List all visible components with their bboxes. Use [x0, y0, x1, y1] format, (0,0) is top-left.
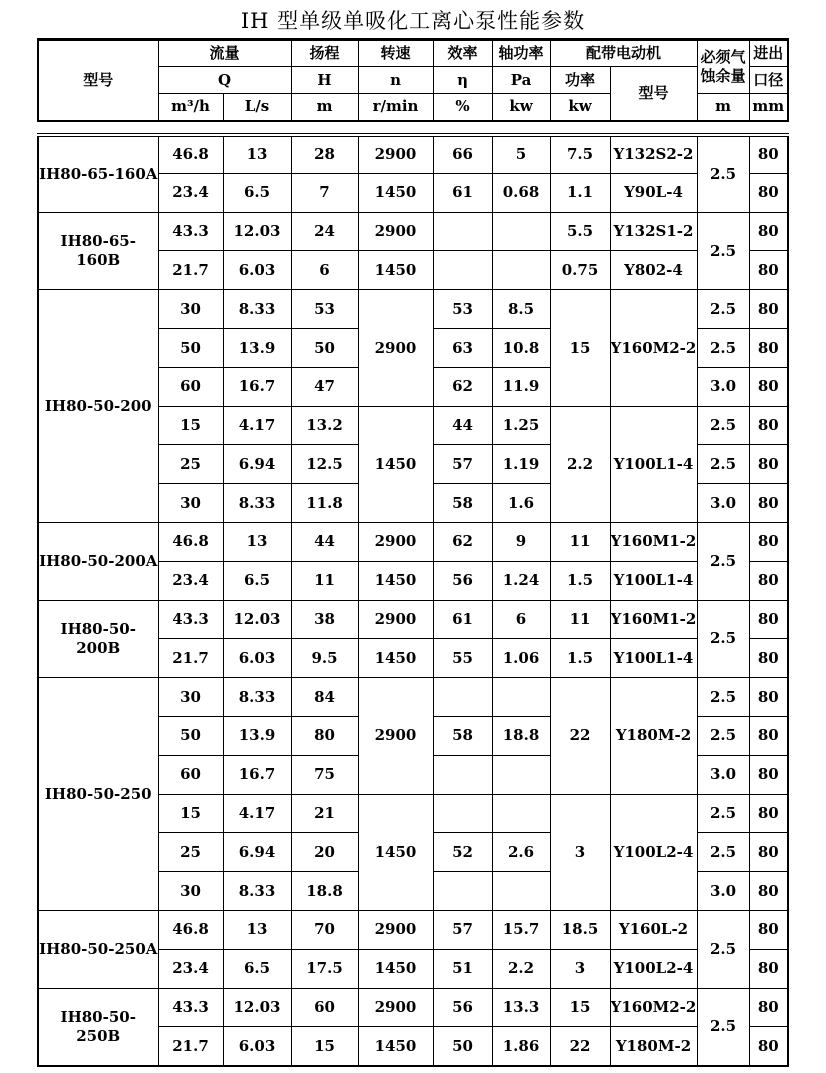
- cell-diameter: 80: [749, 251, 788, 290]
- cell-head: 15: [291, 1027, 358, 1066]
- cell-flow-ls: 6.94: [223, 833, 291, 872]
- cell-npsh: 2.5: [697, 212, 749, 290]
- cell-shaft-power: 9: [492, 522, 550, 561]
- cell-diameter: 80: [749, 1027, 788, 1066]
- cell-motor-power: 5.5: [550, 212, 610, 251]
- cell-flow-ls: 16.7: [223, 755, 291, 794]
- cell-npsh: 2.5: [697, 600, 749, 678]
- cell-npsh: 2.5: [697, 328, 749, 367]
- cell-shaft-power: [492, 755, 550, 794]
- cell-diameter: 80: [749, 872, 788, 911]
- cell-eff: 61: [433, 600, 492, 639]
- cell-speed: 1450: [358, 173, 433, 212]
- table-row: [38, 290, 788, 329]
- cell-motor-model: Y132S2-2: [610, 135, 697, 174]
- cell-shaft-power: 0.68: [492, 173, 550, 212]
- cell-flow-m3h: 30: [158, 484, 223, 523]
- cell-npsh: 2.5: [697, 445, 749, 484]
- cell-motor-power: 0.75: [550, 251, 610, 290]
- cell-motor-model: Y160M1-2: [610, 522, 697, 561]
- cell-head: 21: [291, 794, 358, 833]
- cell-head: 38: [291, 600, 358, 639]
- cell-shaft-power: [492, 212, 550, 251]
- cell-npsh: 2.5: [697, 522, 749, 600]
- header-n-symbol: n: [358, 67, 433, 94]
- cell-motor-power: 1.5: [550, 639, 610, 678]
- cell-flow-m3h: 50: [158, 716, 223, 755]
- cell-head: 20: [291, 833, 358, 872]
- cell-speed: 1450: [358, 639, 433, 678]
- cell-shaft-power: 18.8: [492, 716, 550, 755]
- table-row: [38, 135, 788, 174]
- cell-motor-power: 18.5: [550, 910, 610, 949]
- cell-npsh: 2.5: [697, 794, 749, 833]
- cell-flow-m3h: 21.7: [158, 639, 223, 678]
- cell-flow-m3h: 60: [158, 755, 223, 794]
- cell-head: 44: [291, 522, 358, 561]
- cell-speed: 2900: [358, 290, 433, 406]
- cell-npsh: 2.5: [697, 716, 749, 755]
- page-title: IH 型单级单吸化工离心泵性能参数: [240, 9, 586, 33]
- cell-npsh: 3.0: [697, 367, 749, 406]
- header-npsh-line2: 蚀余量: [700, 67, 746, 85]
- cell-motor-power: 22: [550, 1027, 610, 1066]
- cell-eff: 58: [433, 484, 492, 523]
- cell-diameter: 80: [749, 173, 788, 212]
- cell-npsh: 2.5: [697, 135, 749, 213]
- cell-motor-model: Y100L2-4: [610, 949, 697, 988]
- header-eta-symbol: η: [433, 67, 492, 94]
- cell-flow-ls: 6.5: [223, 949, 291, 988]
- cell-motor-model: Y90L-4: [610, 173, 697, 212]
- table-row: [38, 988, 788, 1027]
- cell-motor-power: 1.1: [550, 173, 610, 212]
- header-speed: 转速: [358, 40, 433, 67]
- cell-diameter: 80: [749, 600, 788, 639]
- header-pump-model: 型号: [38, 40, 158, 121]
- cell-eff: 50: [433, 1027, 492, 1066]
- cell-eff: [433, 755, 492, 794]
- header-table: [37, 38, 789, 122]
- cell-eff: 58: [433, 716, 492, 755]
- cell-flow-m3h: 15: [158, 406, 223, 445]
- cell-npsh: 3.0: [697, 872, 749, 911]
- cell-motor-power: 22: [550, 678, 610, 794]
- cell-head: 80: [291, 716, 358, 755]
- cell-motor-model: Y160L-2: [610, 910, 697, 949]
- header-motor-model: 型号: [610, 67, 697, 121]
- cell-diameter: 80: [749, 639, 788, 678]
- cell-flow-m3h: 23.4: [158, 561, 223, 600]
- cell-diameter: 80: [749, 561, 788, 600]
- cell-diameter: 80: [749, 406, 788, 445]
- cell-shaft-power: 11.9: [492, 367, 550, 406]
- header-npsh: [697, 40, 749, 94]
- cell-diameter: 80: [749, 212, 788, 251]
- cell-shaft-power: 13.3: [492, 988, 550, 1027]
- pump-model-cell: IH80-50-200B: [38, 600, 158, 678]
- cell-eff: [433, 251, 492, 290]
- cell-flow-ls: 13.9: [223, 716, 291, 755]
- header-inout: 进出: [749, 40, 788, 67]
- header-motor: 配带电动机: [550, 40, 697, 67]
- header-inout-diameter: 口径: [749, 67, 788, 94]
- cell-diameter: 80: [749, 290, 788, 329]
- cell-speed: 1450: [358, 406, 433, 522]
- cell-head: 11.8: [291, 484, 358, 523]
- cell-motor-power: 15: [550, 988, 610, 1027]
- cell-npsh: 3.0: [697, 755, 749, 794]
- header-head: 扬程: [291, 40, 358, 67]
- table-row: [38, 522, 788, 561]
- cell-shaft-power: 6: [492, 600, 550, 639]
- cell-shaft-power: 15.7: [492, 910, 550, 949]
- cell-shaft-power: 1.86: [492, 1027, 550, 1066]
- cell-head: 12.5: [291, 445, 358, 484]
- cell-motor-model: Y160M2-2: [610, 290, 697, 406]
- cell-flow-ls: 13.9: [223, 328, 291, 367]
- header-unit-npsh-m: m: [697, 94, 749, 121]
- cell-head: 13.2: [291, 406, 358, 445]
- cell-flow-ls: 6.5: [223, 561, 291, 600]
- cell-flow-ls: 6.94: [223, 445, 291, 484]
- cell-flow-m3h: 21.7: [158, 251, 223, 290]
- cell-flow-m3h: 46.8: [158, 135, 223, 174]
- cell-speed: 2900: [358, 600, 433, 639]
- cell-head: 60: [291, 988, 358, 1027]
- cell-shaft-power: [492, 251, 550, 290]
- cell-head: 28: [291, 135, 358, 174]
- cell-flow-ls: 6.03: [223, 251, 291, 290]
- cell-eff: 62: [433, 367, 492, 406]
- cell-flow-ls: 6.5: [223, 173, 291, 212]
- cell-flow-m3h: 25: [158, 833, 223, 872]
- cell-eff: 56: [433, 988, 492, 1027]
- cell-speed: 2900: [358, 910, 433, 949]
- cell-flow-ls: 8.33: [223, 678, 291, 717]
- cell-npsh: 3.0: [697, 484, 749, 523]
- header-flow: 流量: [158, 40, 291, 67]
- cell-eff: 62: [433, 522, 492, 561]
- cell-motor-model: Y100L2-4: [610, 794, 697, 910]
- header-unit-pct: %: [433, 94, 492, 121]
- cell-head: 70: [291, 910, 358, 949]
- cell-diameter: 80: [749, 988, 788, 1027]
- cell-eff: 57: [433, 445, 492, 484]
- cell-diameter: 80: [749, 833, 788, 872]
- cell-diameter: 80: [749, 949, 788, 988]
- cell-flow-m3h: 43.3: [158, 600, 223, 639]
- table-row: [38, 600, 788, 639]
- header-unit-kw-motor: kw: [550, 94, 610, 121]
- cell-flow-m3h: 15: [158, 794, 223, 833]
- cell-eff: 44: [433, 406, 492, 445]
- cell-flow-m3h: 23.4: [158, 949, 223, 988]
- cell-motor-power: 2.2: [550, 406, 610, 522]
- cell-diameter: 80: [749, 678, 788, 717]
- pump-model-cell: IH80-50-250A: [38, 910, 158, 988]
- cell-head: 11: [291, 561, 358, 600]
- header-unit-kw-shaft: kw: [492, 94, 550, 121]
- cell-flow-ls: 12.03: [223, 600, 291, 639]
- cell-flow-ls: 4.17: [223, 794, 291, 833]
- cell-shaft-power: 1.6: [492, 484, 550, 523]
- pump-model-cell: IH80-65-160A: [38, 135, 158, 213]
- header-unit-rmin: r/min: [358, 94, 433, 121]
- cell-flow-m3h: 25: [158, 445, 223, 484]
- cell-diameter: 80: [749, 445, 788, 484]
- cell-diameter: 80: [749, 794, 788, 833]
- cell-motor-model: Y160M1-2: [610, 600, 697, 639]
- cell-speed: 1450: [358, 1027, 433, 1066]
- cell-eff: 63: [433, 328, 492, 367]
- cell-shaft-power: 1.19: [492, 445, 550, 484]
- cell-flow-m3h: 43.3: [158, 212, 223, 251]
- cell-flow-ls: 13: [223, 910, 291, 949]
- cell-motor-power: 7.5: [550, 135, 610, 174]
- cell-flow-ls: 13: [223, 135, 291, 174]
- cell-npsh: 2.5: [697, 406, 749, 445]
- cell-flow-ls: 6.03: [223, 1027, 291, 1066]
- cell-flow-m3h: 21.7: [158, 1027, 223, 1066]
- cell-motor-power: 11: [550, 600, 610, 639]
- cell-speed: 1450: [358, 251, 433, 290]
- cell-motor-power: 1.5: [550, 561, 610, 600]
- cell-flow-m3h: 60: [158, 367, 223, 406]
- cell-motor-model: Y160M2-2: [610, 988, 697, 1027]
- cell-npsh: 2.5: [697, 678, 749, 717]
- cell-flow-m3h: 50: [158, 328, 223, 367]
- pump-model-cell: IH80-50-250: [38, 678, 158, 911]
- header-pa-symbol: Pa: [492, 67, 550, 94]
- cell-motor-model: Y132S1-2: [610, 212, 697, 251]
- cell-eff: [433, 872, 492, 911]
- cell-npsh: 2.5: [697, 988, 749, 1066]
- pump-model-cell: IH80-65-160B: [38, 212, 158, 290]
- cell-flow-ls: 13: [223, 522, 291, 561]
- cell-motor-model: Y180M-2: [610, 678, 697, 794]
- cell-diameter: 80: [749, 522, 788, 561]
- cell-shaft-power: [492, 872, 550, 911]
- cell-motor-model: Y100L1-4: [610, 561, 697, 600]
- cell-diameter: 80: [749, 716, 788, 755]
- cell-shaft-power: 1.06: [492, 639, 550, 678]
- header-unit-m3h: m³/h: [158, 94, 223, 121]
- cell-eff: 53: [433, 290, 492, 329]
- cell-shaft-power: 5: [492, 135, 550, 174]
- cell-speed: 2900: [358, 678, 433, 794]
- cell-diameter: 80: [749, 135, 788, 174]
- cell-motor-power: 11: [550, 522, 610, 561]
- cell-eff: 61: [433, 173, 492, 212]
- cell-head: 47: [291, 367, 358, 406]
- cell-eff: [433, 794, 492, 833]
- cell-motor-power: 3: [550, 949, 610, 988]
- cell-head: 53: [291, 290, 358, 329]
- cell-shaft-power: 8.5: [492, 290, 550, 329]
- cell-shaft-power: 2.6: [492, 833, 550, 872]
- cell-flow-ls: 8.33: [223, 872, 291, 911]
- cell-flow-ls: 12.03: [223, 988, 291, 1027]
- cell-flow-m3h: 30: [158, 290, 223, 329]
- cell-flow-ls: 4.17: [223, 406, 291, 445]
- cell-eff: [433, 212, 492, 251]
- cell-head: 24: [291, 212, 358, 251]
- pump-model-cell: IH80-50-200A: [38, 522, 158, 600]
- cell-head: 6: [291, 251, 358, 290]
- cell-motor-model: Y100L1-4: [610, 639, 697, 678]
- cell-flow-ls: 6.03: [223, 639, 291, 678]
- cell-flow-ls: 8.33: [223, 290, 291, 329]
- cell-diameter: 80: [749, 910, 788, 949]
- cell-flow-m3h: 43.3: [158, 988, 223, 1027]
- cell-diameter: 80: [749, 484, 788, 523]
- cell-speed: 2900: [358, 988, 433, 1027]
- cell-motor-model: Y802-4: [610, 251, 697, 290]
- cell-npsh: 2.5: [697, 290, 749, 329]
- header-efficiency: 效率: [433, 40, 492, 67]
- header-h-symbol: H: [291, 67, 358, 94]
- cell-head: 18.8: [291, 872, 358, 911]
- cell-flow-m3h: 30: [158, 872, 223, 911]
- cell-flow-ls: 12.03: [223, 212, 291, 251]
- table-row: [38, 212, 788, 251]
- cell-flow-ls: 8.33: [223, 484, 291, 523]
- header-q-symbol: Q: [158, 67, 291, 94]
- header-shaft-power: 轴功率: [492, 40, 550, 67]
- cell-motor-model: Y180M-2: [610, 1027, 697, 1066]
- cell-head: 50: [291, 328, 358, 367]
- cell-shaft-power: [492, 678, 550, 717]
- cell-flow-m3h: 23.4: [158, 173, 223, 212]
- cell-speed: 1450: [358, 794, 433, 910]
- pump-model-cell: IH80-50-200: [38, 290, 158, 523]
- cell-flow-m3h: 30: [158, 678, 223, 717]
- cell-flow-m3h: 46.8: [158, 910, 223, 949]
- cell-shaft-power: 10.8: [492, 328, 550, 367]
- table-row: [38, 910, 788, 949]
- body-table: [37, 133, 789, 1067]
- cell-head: 75: [291, 755, 358, 794]
- cell-speed: 1450: [358, 561, 433, 600]
- cell-flow-m3h: 46.8: [158, 522, 223, 561]
- cell-motor-power: 15: [550, 290, 610, 406]
- table-row: [38, 678, 788, 717]
- cell-diameter: 80: [749, 367, 788, 406]
- cell-eff: 56: [433, 561, 492, 600]
- cell-shaft-power: 2.2: [492, 949, 550, 988]
- cell-npsh: 2.5: [697, 833, 749, 872]
- cell-eff: [433, 678, 492, 717]
- header-row-1: [38, 40, 788, 67]
- cell-eff: 55: [433, 639, 492, 678]
- cell-motor-model: Y100L1-4: [610, 406, 697, 522]
- header-unit-ls: L/s: [223, 94, 291, 121]
- cell-diameter: 80: [749, 328, 788, 367]
- cell-eff: 57: [433, 910, 492, 949]
- cell-speed: 2900: [358, 135, 433, 174]
- cell-speed: 2900: [358, 522, 433, 561]
- cell-eff: 52: [433, 833, 492, 872]
- cell-eff: 66: [433, 135, 492, 174]
- header-unit-m: m: [291, 94, 358, 121]
- cell-eff: 51: [433, 949, 492, 988]
- cell-npsh: 2.5: [697, 910, 749, 988]
- header-npsh-line1: 必须气: [700, 48, 746, 67]
- cell-diameter: 80: [749, 755, 788, 794]
- cell-speed: 1450: [358, 949, 433, 988]
- cell-head: 7: [291, 173, 358, 212]
- cell-shaft-power: 1.25: [492, 406, 550, 445]
- pump-model-cell: IH80-50-250B: [38, 988, 158, 1066]
- header-motor-power: 功率: [550, 67, 610, 94]
- cell-motor-power: 3: [550, 794, 610, 910]
- header-unit-mm: mm: [749, 94, 788, 121]
- cell-flow-ls: 16.7: [223, 367, 291, 406]
- cell-shaft-power: 1.24: [492, 561, 550, 600]
- cell-head: 17.5: [291, 949, 358, 988]
- cell-head: 9.5: [291, 639, 358, 678]
- cell-shaft-power: [492, 794, 550, 833]
- cell-head: 84: [291, 678, 358, 717]
- cell-speed: 2900: [358, 212, 433, 251]
